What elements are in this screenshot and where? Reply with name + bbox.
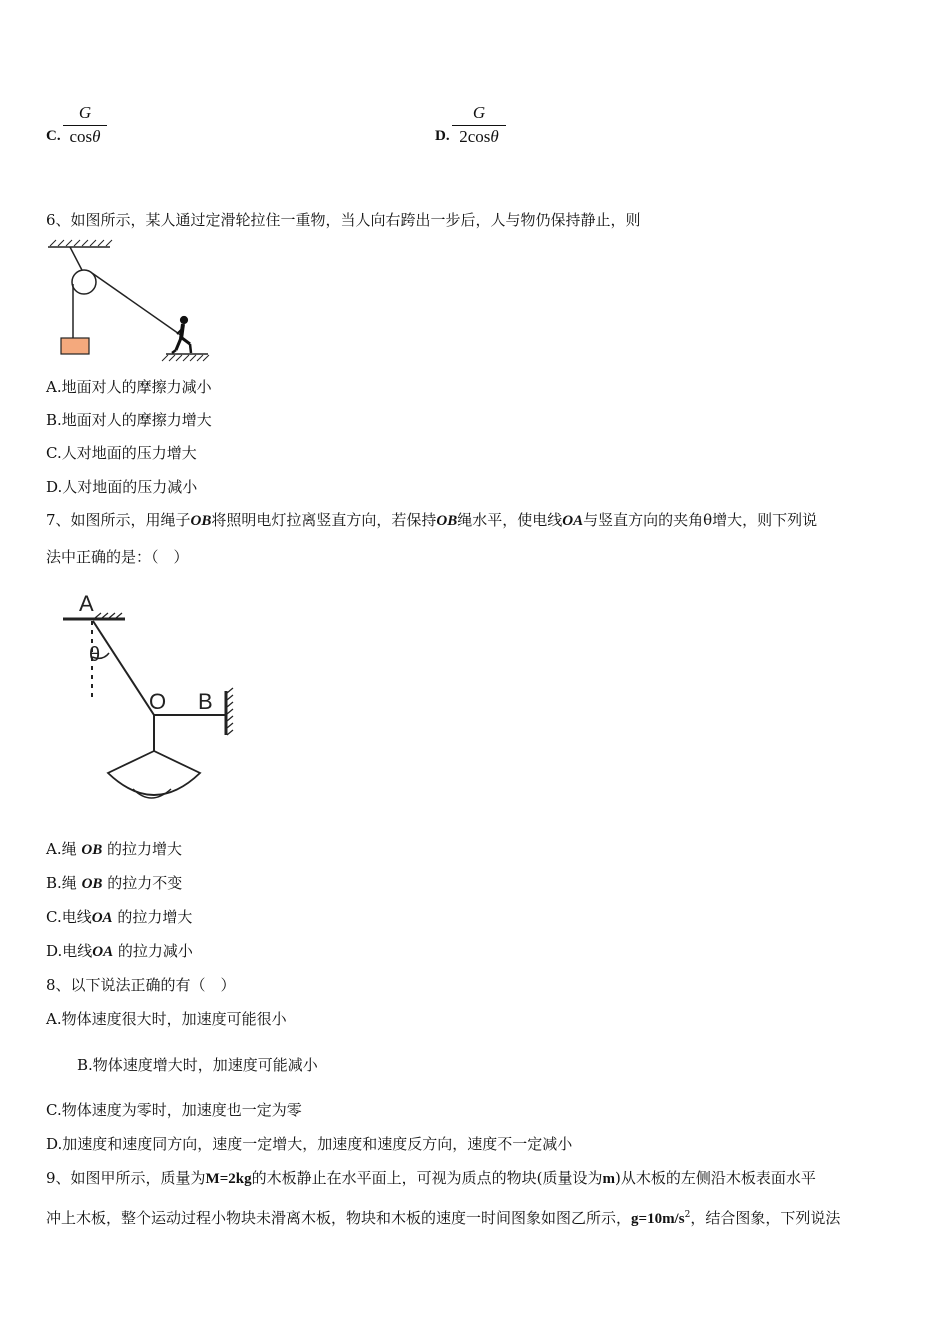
q7-var-oa: OA xyxy=(562,513,584,529)
q6-pulley-figure xyxy=(40,238,220,364)
q7-option-c xyxy=(46,907,192,928)
option-c-numerator: G xyxy=(78,103,92,122)
q7-stem-line1 xyxy=(46,510,817,531)
option-d-fraction xyxy=(452,103,506,147)
option-c-denominator xyxy=(63,127,107,147)
option-d-letter: D. xyxy=(435,128,450,144)
fraction-bar xyxy=(63,125,107,126)
fraction-bar xyxy=(452,125,506,126)
opt-post: 的拉力减小 xyxy=(117,942,193,960)
q9-gravity: g=10m/s xyxy=(631,1211,685,1227)
opt-post: 的拉力增大 xyxy=(117,908,193,926)
option-c-fraction xyxy=(63,103,107,147)
q9-text-a: 9、如图甲所示，质量为 xyxy=(46,1169,206,1187)
cos-text: cos xyxy=(69,127,93,146)
q6-option-d: D.人对地面的压力减小 xyxy=(46,478,198,496)
q8-option-c: C.物体速度为零时，加速度也一定为零 xyxy=(46,1101,302,1119)
q8-option-d: D.加速度和速度同方向，速度一定增大，加速度和速度反方向，速度不一定减小 xyxy=(46,1135,573,1153)
ground-hatch xyxy=(162,355,209,361)
q9-stem-line1 xyxy=(46,1168,816,1189)
theta-text: θ xyxy=(92,127,101,146)
q9-stem-line2 xyxy=(46,1205,840,1229)
q7-var-ob: OB xyxy=(190,513,212,529)
q9-text-c: )从木板的左侧沿木板表面水平 xyxy=(614,1169,816,1187)
q6-option-a: A.地面对人的摩擦力减小 xyxy=(46,378,212,396)
option-d-denominator xyxy=(452,127,506,147)
opt-var: OA xyxy=(91,910,113,926)
cos-text: cos xyxy=(467,127,491,146)
q9-text-e: ，结合图象，下列说法 xyxy=(690,1209,841,1227)
wall-hatch xyxy=(227,688,233,735)
weight-block xyxy=(61,338,89,354)
q9-text-d: 冲上木板，整个运动过程小物块未滑离木板，物块和木板的速度一时间图象如图乙所示， xyxy=(46,1209,632,1227)
q7-var-ob: OB xyxy=(436,513,458,529)
q6-stem: 6、如图所示，某人通过定滑轮拉住一重物，当人向右跨出一步后，人与物仍保持静止，则 xyxy=(46,211,641,229)
opt-post: 的拉力增大 xyxy=(107,840,183,858)
q7-text-a: 7、如图所示，用绳子 xyxy=(46,511,191,529)
option-d-numerator: G xyxy=(472,103,486,122)
wire-oa xyxy=(93,621,154,715)
q9-gravity-exponent: 2 xyxy=(684,1210,691,1220)
opt-post: 的拉力不变 xyxy=(107,874,183,892)
q7-stem-line2: 法中正确的是：（ ） xyxy=(46,548,189,566)
opt-var: OB xyxy=(81,842,103,858)
q6-option-c: C.人对地面的压力增大 xyxy=(46,444,197,462)
q7-text-b: 将照明电灯拉离竖直方向，若保持 xyxy=(211,511,437,529)
opt-var: OB xyxy=(81,876,103,892)
q9-text-b: 的木板静止在水平面上，可视为质点的物块(质量设为 xyxy=(251,1169,603,1187)
theta-text: θ xyxy=(490,127,499,146)
q7-text-d: 与竖直方向的夹角θ增大，则下列说 xyxy=(583,511,818,529)
rope-diagonal xyxy=(92,273,182,336)
lamp-shade-icon xyxy=(108,751,200,795)
opt-var: OA xyxy=(92,944,114,960)
q7-text-c: 绳水平，使电线 xyxy=(457,511,563,529)
q8-stem: 8、以下说法正确的有（ ） xyxy=(46,976,236,994)
option-c-letter: C. xyxy=(46,128,61,144)
opt-pre: D.电线 xyxy=(46,942,93,960)
q7-option-a xyxy=(46,839,182,860)
coef-text: 2 xyxy=(459,127,468,146)
label-b: B xyxy=(198,689,213,714)
label-theta: θ xyxy=(89,644,101,666)
opt-pre: A.绳 xyxy=(46,840,77,858)
q7-option-b xyxy=(46,873,182,894)
opt-pre: C.电线 xyxy=(46,908,92,926)
q9-mass: M=2kg xyxy=(205,1171,252,1187)
label-o: O xyxy=(149,689,167,714)
ceiling-hatch xyxy=(50,240,112,246)
q6-option-b: B.地面对人的摩擦力增大 xyxy=(46,411,212,429)
ceiling-hatch xyxy=(95,613,122,618)
q8-option-b: B.物体速度增大时，加速度可能减小 xyxy=(77,1056,318,1074)
q7-option-d xyxy=(46,941,193,962)
opt-pre: B.绳 xyxy=(46,874,77,892)
q7-lamp-figure xyxy=(55,585,245,810)
q8-option-a: A.物体速度很大时，加速度可能很小 xyxy=(46,1010,287,1028)
q9-var-m: m xyxy=(602,1171,615,1187)
label-a: A xyxy=(79,591,94,616)
person-icon xyxy=(172,316,191,353)
